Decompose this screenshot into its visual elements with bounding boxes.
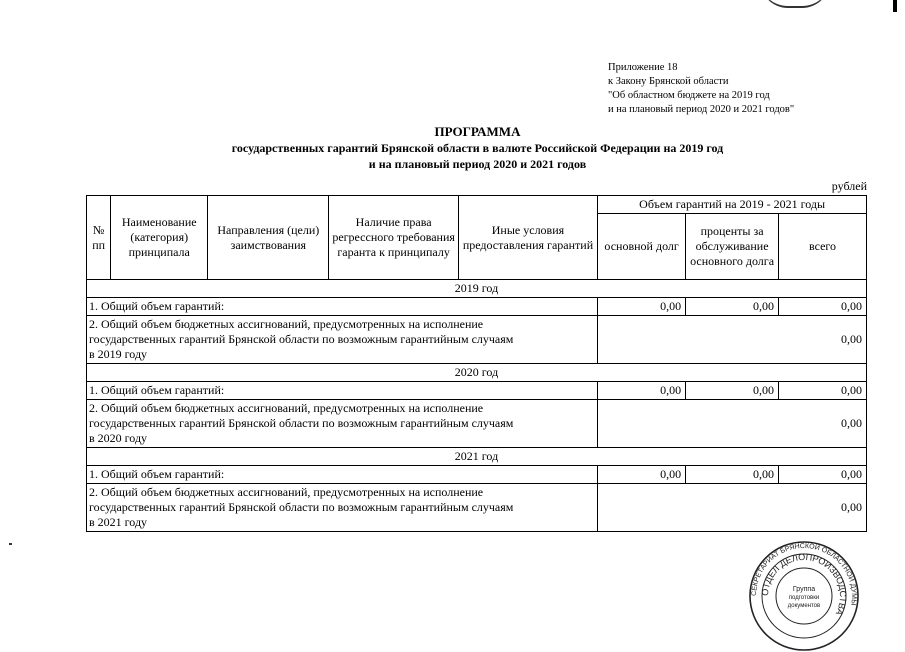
stamp-center-line: документов [787, 603, 821, 609]
total-guarantees-label: 1. Общий объем гарантий: [87, 382, 598, 400]
header-principal: основной долг [598, 214, 686, 280]
appropriations-line: государственных гарантий Брянской области по возможным гарантийным случаям [89, 416, 514, 430]
document-title: ПРОГРАММА [434, 124, 521, 139]
scan-dot [9, 543, 12, 545]
appropriations-line: 2. Общий объем бюджетных ассигнований, предусмотренных на исполнение [89, 317, 484, 331]
guarantees-table [86, 195, 867, 532]
header-name: Наименование (категория) принципала [111, 196, 208, 280]
year-row: 2021 год [87, 448, 867, 466]
document-subtitle-2: и на плановый период 2020 и 2021 годов [368, 157, 587, 171]
stamp-dept-text: ОТДЕЛ ДЕЛОПРОИЗВОДСТВА [759, 551, 849, 617]
header-total: всего [779, 214, 867, 280]
appropriations-label [87, 316, 598, 364]
appropriations-line: в 2020 году [89, 431, 148, 445]
stamp-center-line: подготовки [788, 595, 820, 601]
stamp-center-line: Группа [792, 586, 816, 593]
principal-value: 0,00 [598, 466, 686, 484]
annex-line: "Об областном бюджете на 2019 год [608, 90, 770, 101]
appropriations-line: 2. Общий объем бюджетных ассигнований, предусмотренных на исполнение [89, 401, 484, 415]
total-guarantees-label: 1. Общий объем гарантий: [87, 466, 598, 484]
header-regress: Наличие права регрессного требования гаранта к принципалу [329, 196, 458, 280]
interest-value: 0,00 [686, 466, 779, 484]
appropriations-line: в 2021 году [89, 515, 148, 529]
appropriations-value: 0,00 [598, 400, 867, 448]
appropriations-line: в 2019 году [89, 347, 148, 361]
header-num: № пп [87, 196, 111, 280]
year-row: 2019 год [87, 280, 867, 298]
principal-value: 0,00 [598, 382, 686, 400]
header-interest: проценты за обслуживание основного долга [686, 214, 779, 280]
appropriations-value: 0,00 [598, 316, 867, 364]
total-value: 0,00 [779, 382, 867, 400]
stamp-fragment-top [760, 0, 830, 8]
interest-value: 0,00 [686, 382, 779, 400]
appropriations-line: государственных гарантий Брянской области по возможным гарантийным случаям [89, 500, 514, 514]
year-row: 2020 год [87, 364, 867, 382]
annex-line: Приложение 18 [608, 62, 678, 73]
appropriations-value: 0,00 [598, 484, 867, 532]
header-purpose: Направления (цели) заимствования [208, 196, 329, 280]
appropriations-label [87, 400, 598, 448]
annex-line: к Закону Брянской области [608, 76, 729, 87]
header-volume: Объем гарантий на 2019 - 2021 годы [598, 196, 867, 214]
document-subtitle: государственных гарантий Брянской области в валюте Российской Федерации на 2019 год [231, 141, 724, 155]
unit-label: рублей [831, 179, 867, 193]
total-guarantees-label: 1. Общий объем гарантий: [87, 298, 598, 316]
annex-line: и на плановый период 2020 и 2021 годов" [608, 104, 795, 115]
principal-value: 0,00 [598, 298, 686, 316]
appropriations-line: государственных гарантий Брянской области по возможным гарантийным случаям [89, 332, 514, 346]
interest-value: 0,00 [686, 298, 779, 316]
official-stamp [748, 540, 860, 652]
total-value: 0,00 [779, 298, 867, 316]
annex-header [608, 61, 794, 117]
margin-mark [893, 0, 897, 12]
stamp-ring-text: СЕКРЕТАРИАТ БРЯНСКОЙ ОБЛАСТНОЙ ДУМЫ [750, 542, 858, 606]
header-other: Иные условия предоставления гарантий [458, 196, 597, 280]
appropriations-line: 2. Общий объем бюджетных ассигнований, предусмотренных на исполнение [89, 485, 484, 499]
total-value: 0,00 [779, 466, 867, 484]
appropriations-label [87, 484, 598, 532]
